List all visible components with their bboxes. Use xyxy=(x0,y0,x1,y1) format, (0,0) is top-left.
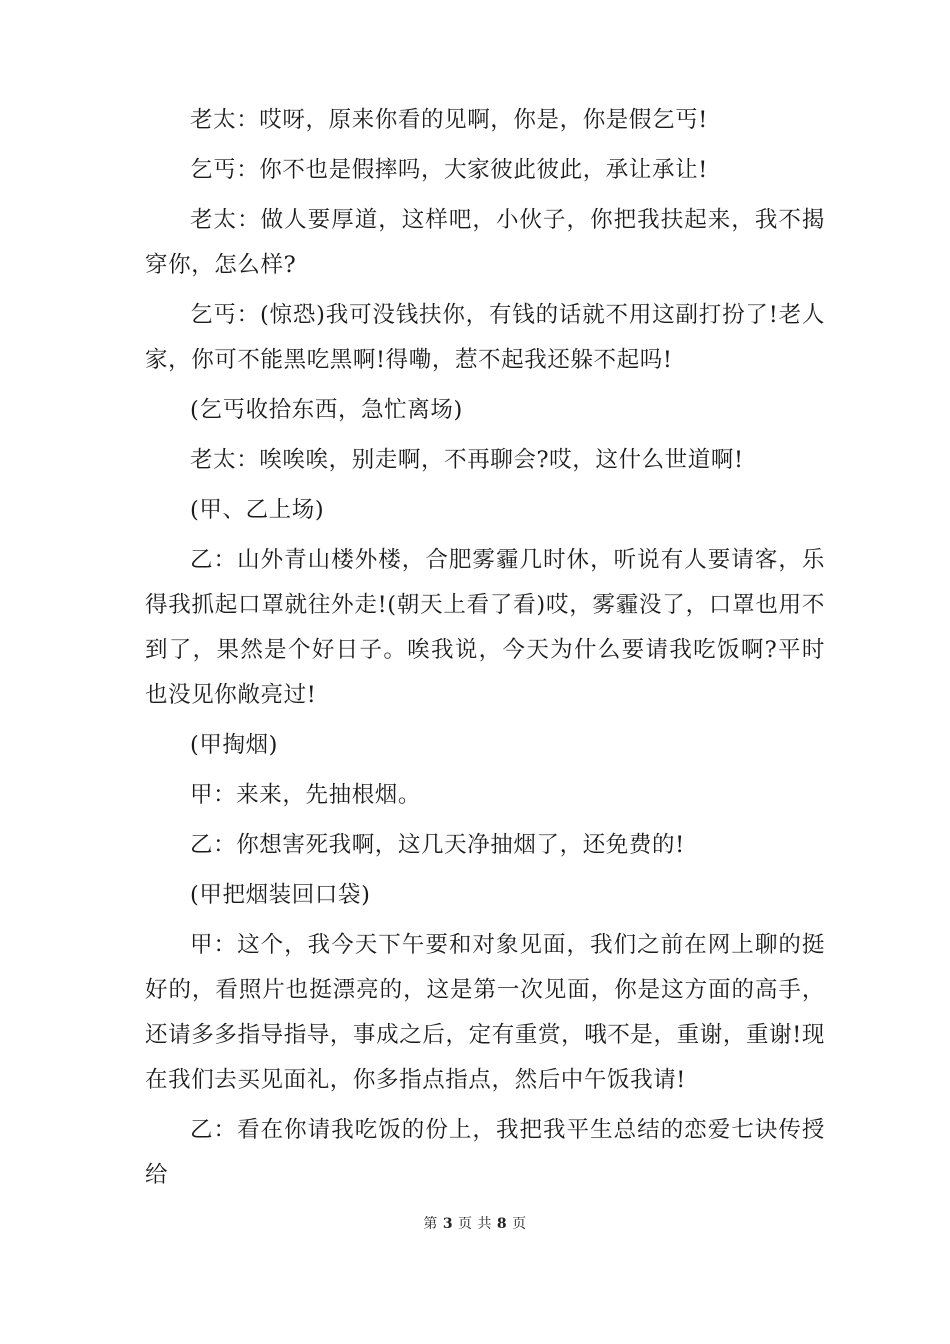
paragraph: 乙：你想害死我啊，这几天净抽烟了，还免费的! xyxy=(190,832,685,858)
paragraph: 乙：山外青山楼外楼，合肥雾霾几时休，听说有人要请客，乐得我抓起口罩就往外走!(朝天上看了看)哎，雾霾没了，口罩也用不到了，果然是个好日子。唉我说，今天为什么要请我吃饭啊?平时也没见你敞亮过! xyxy=(145,547,825,708)
paragraph: 老太：哎呀，原来你看的见啊，你是，你是假乞丐! xyxy=(190,107,708,133)
stage-direction: (甲掏烟) xyxy=(190,732,279,758)
page-footer xyxy=(0,1214,950,1234)
footer-page-number: 3 xyxy=(442,1216,454,1232)
footer-total-pages: 8 xyxy=(496,1216,508,1232)
paragraph: 乙：看在你请我吃饭的份上，我把我平生总结的恋爱七诀传授给 xyxy=(145,1117,825,1188)
stage-direction: (甲、乙上场) xyxy=(190,497,325,523)
paragraph: 乞丐：你不也是假摔吗，大家彼此彼此，承让承让! xyxy=(190,157,708,183)
footer-prefix: 第 xyxy=(423,1216,438,1232)
paragraph: 甲：来来，先抽根烟。 xyxy=(190,782,422,808)
paragraph: 老太：唉唉唉，别走啊，不再聊会?哎，这什么世道啊! xyxy=(190,447,744,473)
stage-direction: (乞丐收拾东西，急忙离场) xyxy=(190,397,463,423)
paragraph: 老太：做人要厚道，这样吧，小伙子，你把我扶起来，我不揭穿你，怎么样? xyxy=(145,207,825,278)
footer-suffix: 页 xyxy=(512,1216,527,1232)
paragraph: 乞丐：(惊恐)我可没钱扶你，有钱的话就不用这副打扮了!老人家，你可不能黑吃黑啊!得嘞，惹不起我还躲不起吗! xyxy=(145,302,825,373)
stage-direction: (甲把烟装回口袋) xyxy=(190,882,371,908)
document-body xyxy=(145,98,825,1203)
paragraph: 甲：这个，我今天下午要和对象见面，我们之前在网上聊的挺好的，看照片也挺漂亮的，这是第一次见面，你是这方面的高手，还请多多指导指导，事成之后，定有重赏，哦不是，重谢，重谢!现在我们去买见面礼，你多指点指点，然后中午饭我请! xyxy=(145,932,825,1093)
footer-middle: 页 共 xyxy=(458,1216,492,1232)
